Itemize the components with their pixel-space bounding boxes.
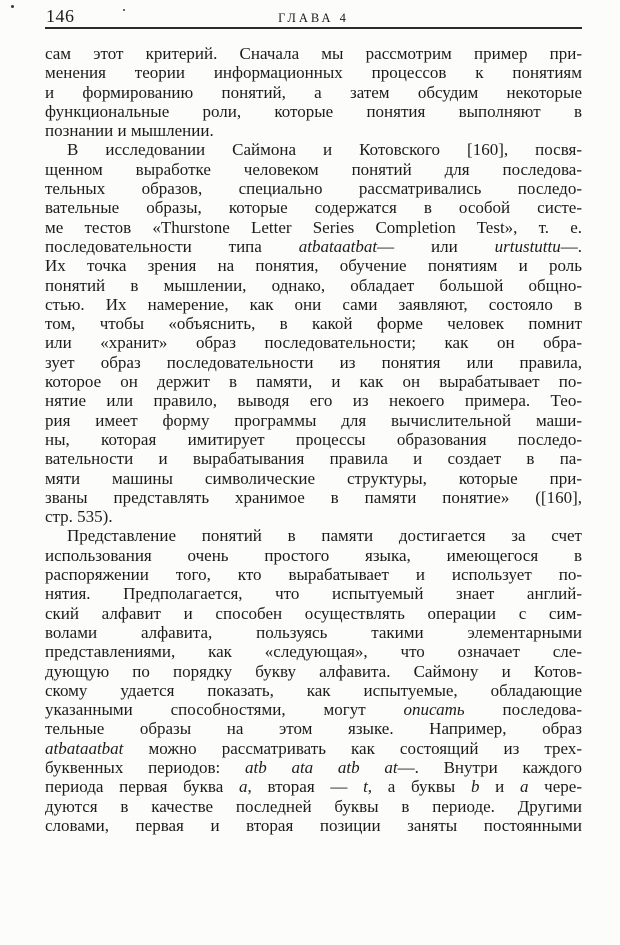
- text-line: указанными способностями, могут описать последова-: [45, 700, 582, 720]
- text-line: Их точка зрения на понятия, обучение понятиям и роль: [45, 256, 582, 276]
- text-line: вательные образы, которые содержатся в особой систе-: [45, 198, 582, 218]
- text-line: тельные образы на этом языке. Например, образ: [45, 719, 582, 739]
- text-line: периода первая буква a, вторая — t, а буквы b и a чере-: [45, 777, 582, 797]
- paragraph: [45, 44, 582, 140]
- text-line: зует образ последовательности из понятия или правила,: [45, 352, 582, 372]
- text-line: и формированию понятий, а затем обсудим некоторые: [45, 82, 582, 102]
- text-line: использования очень простого языка, имеющегося в: [45, 545, 582, 565]
- text-line: скому удается показать, как испытуемые, обладающие: [45, 680, 582, 700]
- text-line: ский алфавит и способен осуществлять операции с сим-: [45, 603, 582, 623]
- text-line: мяти машины символические структуры, которые при-: [45, 468, 582, 488]
- text-line: рия имеет форму программы для вычислительной маши-: [45, 410, 582, 430]
- text-line: менения теории информационных процессов к понятиям: [45, 63, 582, 83]
- text-line: дующую по порядку букву алфавита. Саймону и Котов-: [45, 661, 582, 681]
- text-line: нятие или правило, выводя его из некоего примера. Тео-: [45, 391, 582, 411]
- chapter-heading: ГЛАВА 4: [278, 11, 349, 25]
- text-line: ны, которая имитирует процессы образования последо-: [45, 429, 582, 449]
- text-line: званы представлять хранимое в памяти понятие» ([160],: [45, 487, 582, 507]
- text-line: сам этот критерий. Сначала мы рассмотрим пример при-: [45, 44, 582, 63]
- paragraph: [45, 526, 582, 835]
- text-line: том, чтобы «объяснить, в какой форме человек помнит: [45, 314, 582, 334]
- text-line: распоряжении того, кто вырабатывает и использует по-: [45, 565, 582, 585]
- text-line: нятия. Предполагается, что испытуемый знает англий-: [45, 584, 582, 604]
- text-line: буквенных периодов: atb ata atb at—. Внутри каждого: [45, 757, 582, 777]
- scan-speck: [11, 5, 14, 8]
- text-line: atbataatbat можно рассматривать как состоящий из трех-: [45, 738, 582, 758]
- text-line: последовательности типа atbataatbat— или urtustuttu—.: [45, 236, 582, 256]
- text-line: В исследовании Саймона и Котовского [160], посвя-: [67, 140, 582, 160]
- text-line: Представление понятий в памяти достигается за счет: [67, 526, 582, 546]
- text-line: словами, первая и вторая позиции заняты постоянными: [45, 815, 582, 835]
- text-line: волами алфавита, пользуясь такими элементарными: [45, 622, 582, 642]
- page-header: [45, 5, 582, 29]
- text-line: дуются в качестве последней буквы в периоде. Другими: [45, 796, 582, 816]
- text-block: [45, 44, 582, 835]
- text-line: стр. 535).: [45, 507, 113, 527]
- text-line: которое он держит в памяти, и как он вырабатывает по-: [45, 372, 582, 392]
- text-line: представлениями, как «следующая», что означает сле-: [45, 642, 582, 662]
- text-line: или «хранит» образ последовательности; как он обра-: [45, 333, 582, 353]
- paragraph: [45, 140, 582, 526]
- text-line: ме тестов «Thurstone Letter Series Completion Test», т. е.: [45, 217, 582, 237]
- text-line: познании и мышлении.: [45, 121, 214, 141]
- text-line: щенном выработке человеком понятий для последова-: [45, 159, 582, 179]
- page-number: 146: [46, 6, 75, 26]
- text-line: функциональные роли, которые понятия выполняют в: [45, 101, 582, 121]
- text-line: понятий в мышлении, однако, обладает большой общно-: [45, 275, 582, 295]
- header-rule: [45, 27, 582, 29]
- text-line: вательности и вырабатывания правила и создает в па-: [45, 449, 582, 469]
- text-line: стью. Их намерение, как они сами заявляют, состояло в: [45, 294, 582, 314]
- text-line: тельных образов, специально рассматривались последо-: [45, 179, 582, 199]
